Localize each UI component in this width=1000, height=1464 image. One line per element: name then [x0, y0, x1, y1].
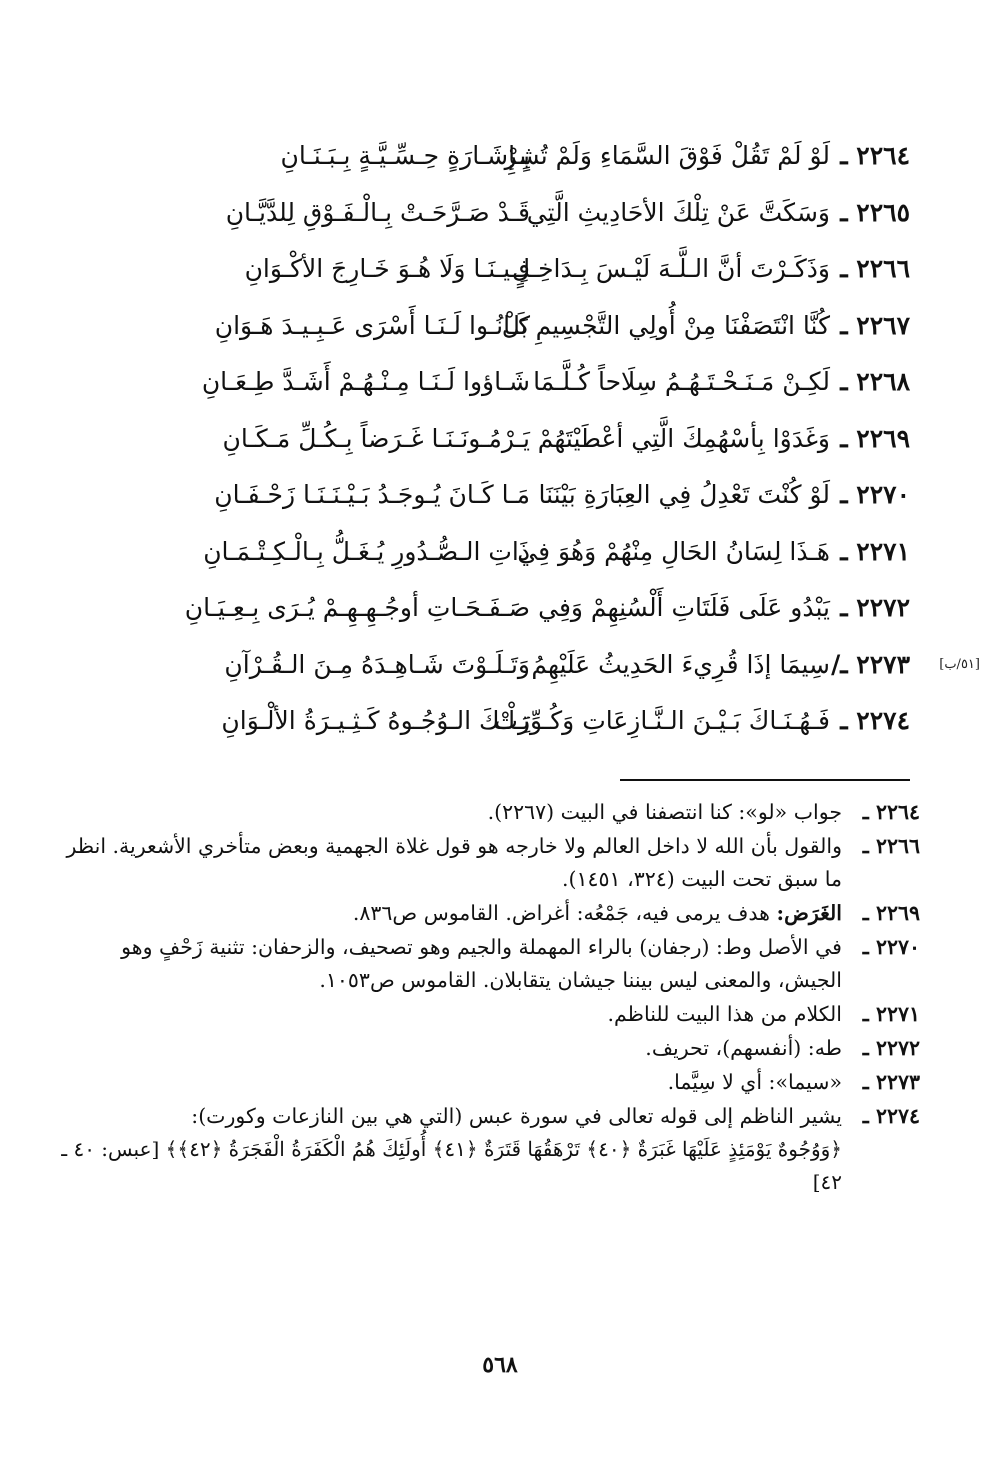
footnote-text [60, 1032, 842, 1065]
verse-number: ٢٢٦٥ ـ [840, 197, 910, 227]
footnote-text [60, 931, 842, 997]
verse-first-hemistich: لَكِـنْ مَـنَـحْـتَـهُـمُ سِلَاحاً كُـلَّـمَا [533, 367, 830, 396]
footnote [60, 1032, 920, 1065]
footnote-text-body: الكلام من هذا البيت للناظم. [607, 1002, 842, 1026]
verse-2269 [40, 411, 980, 468]
footnote-text-body: جواب «لو»: كنا انتصفنا في البيت (٢٢٦٧). [487, 800, 842, 824]
footnote [60, 796, 920, 829]
verse-second-hemistich: فِـيـنَـا وَلَا هُـوَ خَـارِجَ الأكْـوَانِ [244, 254, 530, 283]
verse-number: ٢٢٦٤ ـ [840, 141, 910, 170]
verse-2267 [40, 298, 980, 355]
verse-2264 [40, 128, 980, 185]
footnote [60, 897, 920, 930]
verse-number: ٢٢٦٩ ـ [840, 423, 910, 453]
verse-first-hemistich: كُنَّا انْتَصَفْنَا مِنْ أُولِي التَّجْسِيمِ بَلْ [501, 310, 830, 340]
footnote-number: ٢٢٧٣ ـ [862, 1070, 920, 1094]
verse-second-hemistich: بِـإِشَـارَةٍ حِـسِّـيَّـةٍ بِـبَـنَـانِ [280, 141, 530, 170]
verse-2271 [40, 524, 980, 581]
footnote [60, 1066, 920, 1099]
poem [40, 128, 980, 750]
footnote-text [60, 1100, 842, 1199]
footnote-number: ٢٢٧٢ ـ [862, 1036, 920, 1060]
footnote-text-body: والقول بأن الله لا داخل العالم ولا خارجه هو قول غلاة الجهمية وبعض متأخري الأشعرية. انظر ما سبق تحت البيت (٣٢٤، ١٤٥١). [66, 834, 842, 891]
footnote-number: ٢٢٦٤ ـ [862, 800, 920, 824]
footnote [60, 931, 920, 997]
footnote-separator [620, 779, 910, 781]
verse-2273 [40, 637, 980, 694]
verse-first-hemistich: لَوْ لَمْ تَقُلْ فَوْقَ السَّمَاءِ وَلَمْ تُشِرْ [504, 141, 830, 170]
verse-number: ٢٢٦٨ ـ [840, 367, 910, 396]
verse-second-hemistich: وَتَـلَـوْتَ شَـاهِـدَهُ مِـنَ الـقُـرْآنِ [224, 649, 530, 679]
verse-second-hemistich: صَـفَـحَـاتِ أوجُـهِـهِـمْ يُـرَى بِـعِـيَـانِ [184, 593, 530, 622]
footnotes [60, 796, 920, 1200]
verse-number: ٢٢٧٣ ـ/ [831, 649, 910, 679]
verse-first-hemistich: سِيمَا إذَا قُرِيءَ الحَدِيثُ عَلَيْهِمُ [531, 649, 830, 679]
footnote-text [60, 897, 842, 930]
verse-2270 [40, 467, 980, 524]
manuscript-folio-marker: [٥١/ب] [939, 656, 980, 672]
footnote-number: ٢٢٧٠ ـ [862, 935, 920, 959]
footnote-text-body: طه: (أنفسهم)، تحريف. [645, 1036, 842, 1060]
footnote-text-body: في الأصل وط: (رجفان) بالراء المهملة والجيم وهو تصحيف، والزحفان: تثنية زَحْفٍ وهو الجيش، والمعنى ليس بيننا جيشان يتقابلان. القاموس ص١٠٥٣. [121, 935, 842, 992]
verse-first-hemistich: لَوْ كُنْتَ تَعْدِلُ فِي العِبَارَةِ بَيْنَنَا [538, 480, 830, 509]
verse-2274 [40, 693, 980, 750]
verse-first-hemistich: هَـذَا لِسَانُ الحَالِ مِنْهُمْ وَهُوَ فِي [517, 536, 830, 566]
verse-number: ٢٢٧٢ ـ [840, 593, 910, 622]
verse-second-hemistich: قَـدْ صَـرَّحَـتْ بِـالْـفَـوْقِ لِلدَّيَّـانِ [225, 197, 530, 227]
footnote-text-body: «سيما»: أي لا سِيَّما. [667, 1070, 842, 1094]
verse-first-hemistich: وَسَكَتَّ عَنْ تِلْكَ الأحَادِيثِ الَّتِي [526, 197, 830, 227]
footnote-text [60, 796, 842, 829]
verse-second-hemistich: ذَاتِ الـصُّـدُورِ يُـغَـلُّ بِـالْـكِـتْـمَـانِ [203, 536, 530, 566]
footnote [60, 1100, 920, 1199]
page-number: ٥٦٨ [482, 1352, 518, 1378]
footnote-text [60, 830, 842, 896]
footnote [60, 998, 920, 1031]
verse-second-hemistich: مَـا كَـانَ يُـوجَـدُ بَـيْـنَـنَـا زَحْـفَـانِ [214, 480, 530, 509]
verse-number: ٢٢٦٧ ـ [840, 310, 910, 340]
verse-2266 [40, 241, 980, 298]
footnote-number: ٢٢٦٩ ـ [862, 901, 920, 925]
verse-number: ٢٢٧٤ ـ [840, 706, 910, 735]
footnote [60, 830, 920, 896]
footnote-text [60, 998, 842, 1031]
verse-2268 [40, 354, 980, 411]
verse-2265 [40, 185, 980, 242]
verse-first-hemistich: يَبْدُو عَلَى فَلَتَاتِ أَلْسُنِهِمْ وَفِي [538, 593, 830, 622]
quran-citation: ﴿وَوُجُوهٌ يَوْمَئِذٍ عَلَيْهَا غَبَرَةٌ ﴿٤٠﴾ تَرْهَقُهَا قَتَرَةٌ ﴿٤١﴾ أُولَئِكَ هُمُ الْكَفَرَةُ الْفَجَرَةُ ﴿٤٢﴾﴾ [عبس: ٤٠ ـ ٤٢] [61, 1137, 842, 1194]
verse-second-hemistich: يَـرْمُـونَـنَـا غَـرَضاً بِـكُـلِّ مَـكَـانِ [222, 423, 530, 453]
verse-first-hemistich: وَذَكَـرْتَ أنَّ الـلَّـهَ لَيْـسَ بِـدَاخِـلٍ [511, 254, 830, 283]
footnote-term: الغَرَض: [776, 901, 842, 925]
verse-first-hemistich: وَغَدَوْا بِأسْهُمِكَ الَّتِي أعْطَيْتَهُمْ [537, 423, 830, 453]
verse-second-hemistich: تِـلْـكَ الـوُجُـوهُ كَـثِـيـرَةُ الألْـوَانِ [221, 706, 530, 735]
verse-second-hemistich: شَـاؤوا لَـنَـا مِـنْـهُـمْ أَشَـدَّ طِـعَـانِ [201, 367, 530, 396]
footnote-number: ٢٢٧١ ـ [862, 1002, 920, 1026]
verse-first-hemistich: فَـهُـنَـاكَ بَـيْـنَ الـنَّـازِعَاتِ وَكُـوِّرَتْ [494, 706, 830, 735]
verse-number: ٢٢٧١ ـ [840, 536, 910, 566]
verse-second-hemistich: كَـانُـوا لَـنَـا أَسْرَى عَـبِـيـدَ هَـوَانِ [214, 310, 530, 340]
footnote-number: ٢٢٦٦ ـ [862, 834, 920, 858]
footnote-text-body: يشير الناظم إلى قوله تعالى في سورة عبس (التي هي بين النازعات وكورت): [191, 1104, 842, 1128]
footnote-text [60, 1066, 842, 1099]
verse-2272 [40, 580, 980, 637]
footnote-number: ٢٢٧٤ ـ [862, 1104, 920, 1128]
verse-number: ٢٢٦٦ ـ [840, 254, 910, 283]
verse-number: ٢٢٧٠ ـ [840, 480, 910, 509]
footnote-text-body: هدف يرمى فيه، جَمْعُه: أغراض. القاموس ص٨٣٦. [352, 901, 770, 925]
